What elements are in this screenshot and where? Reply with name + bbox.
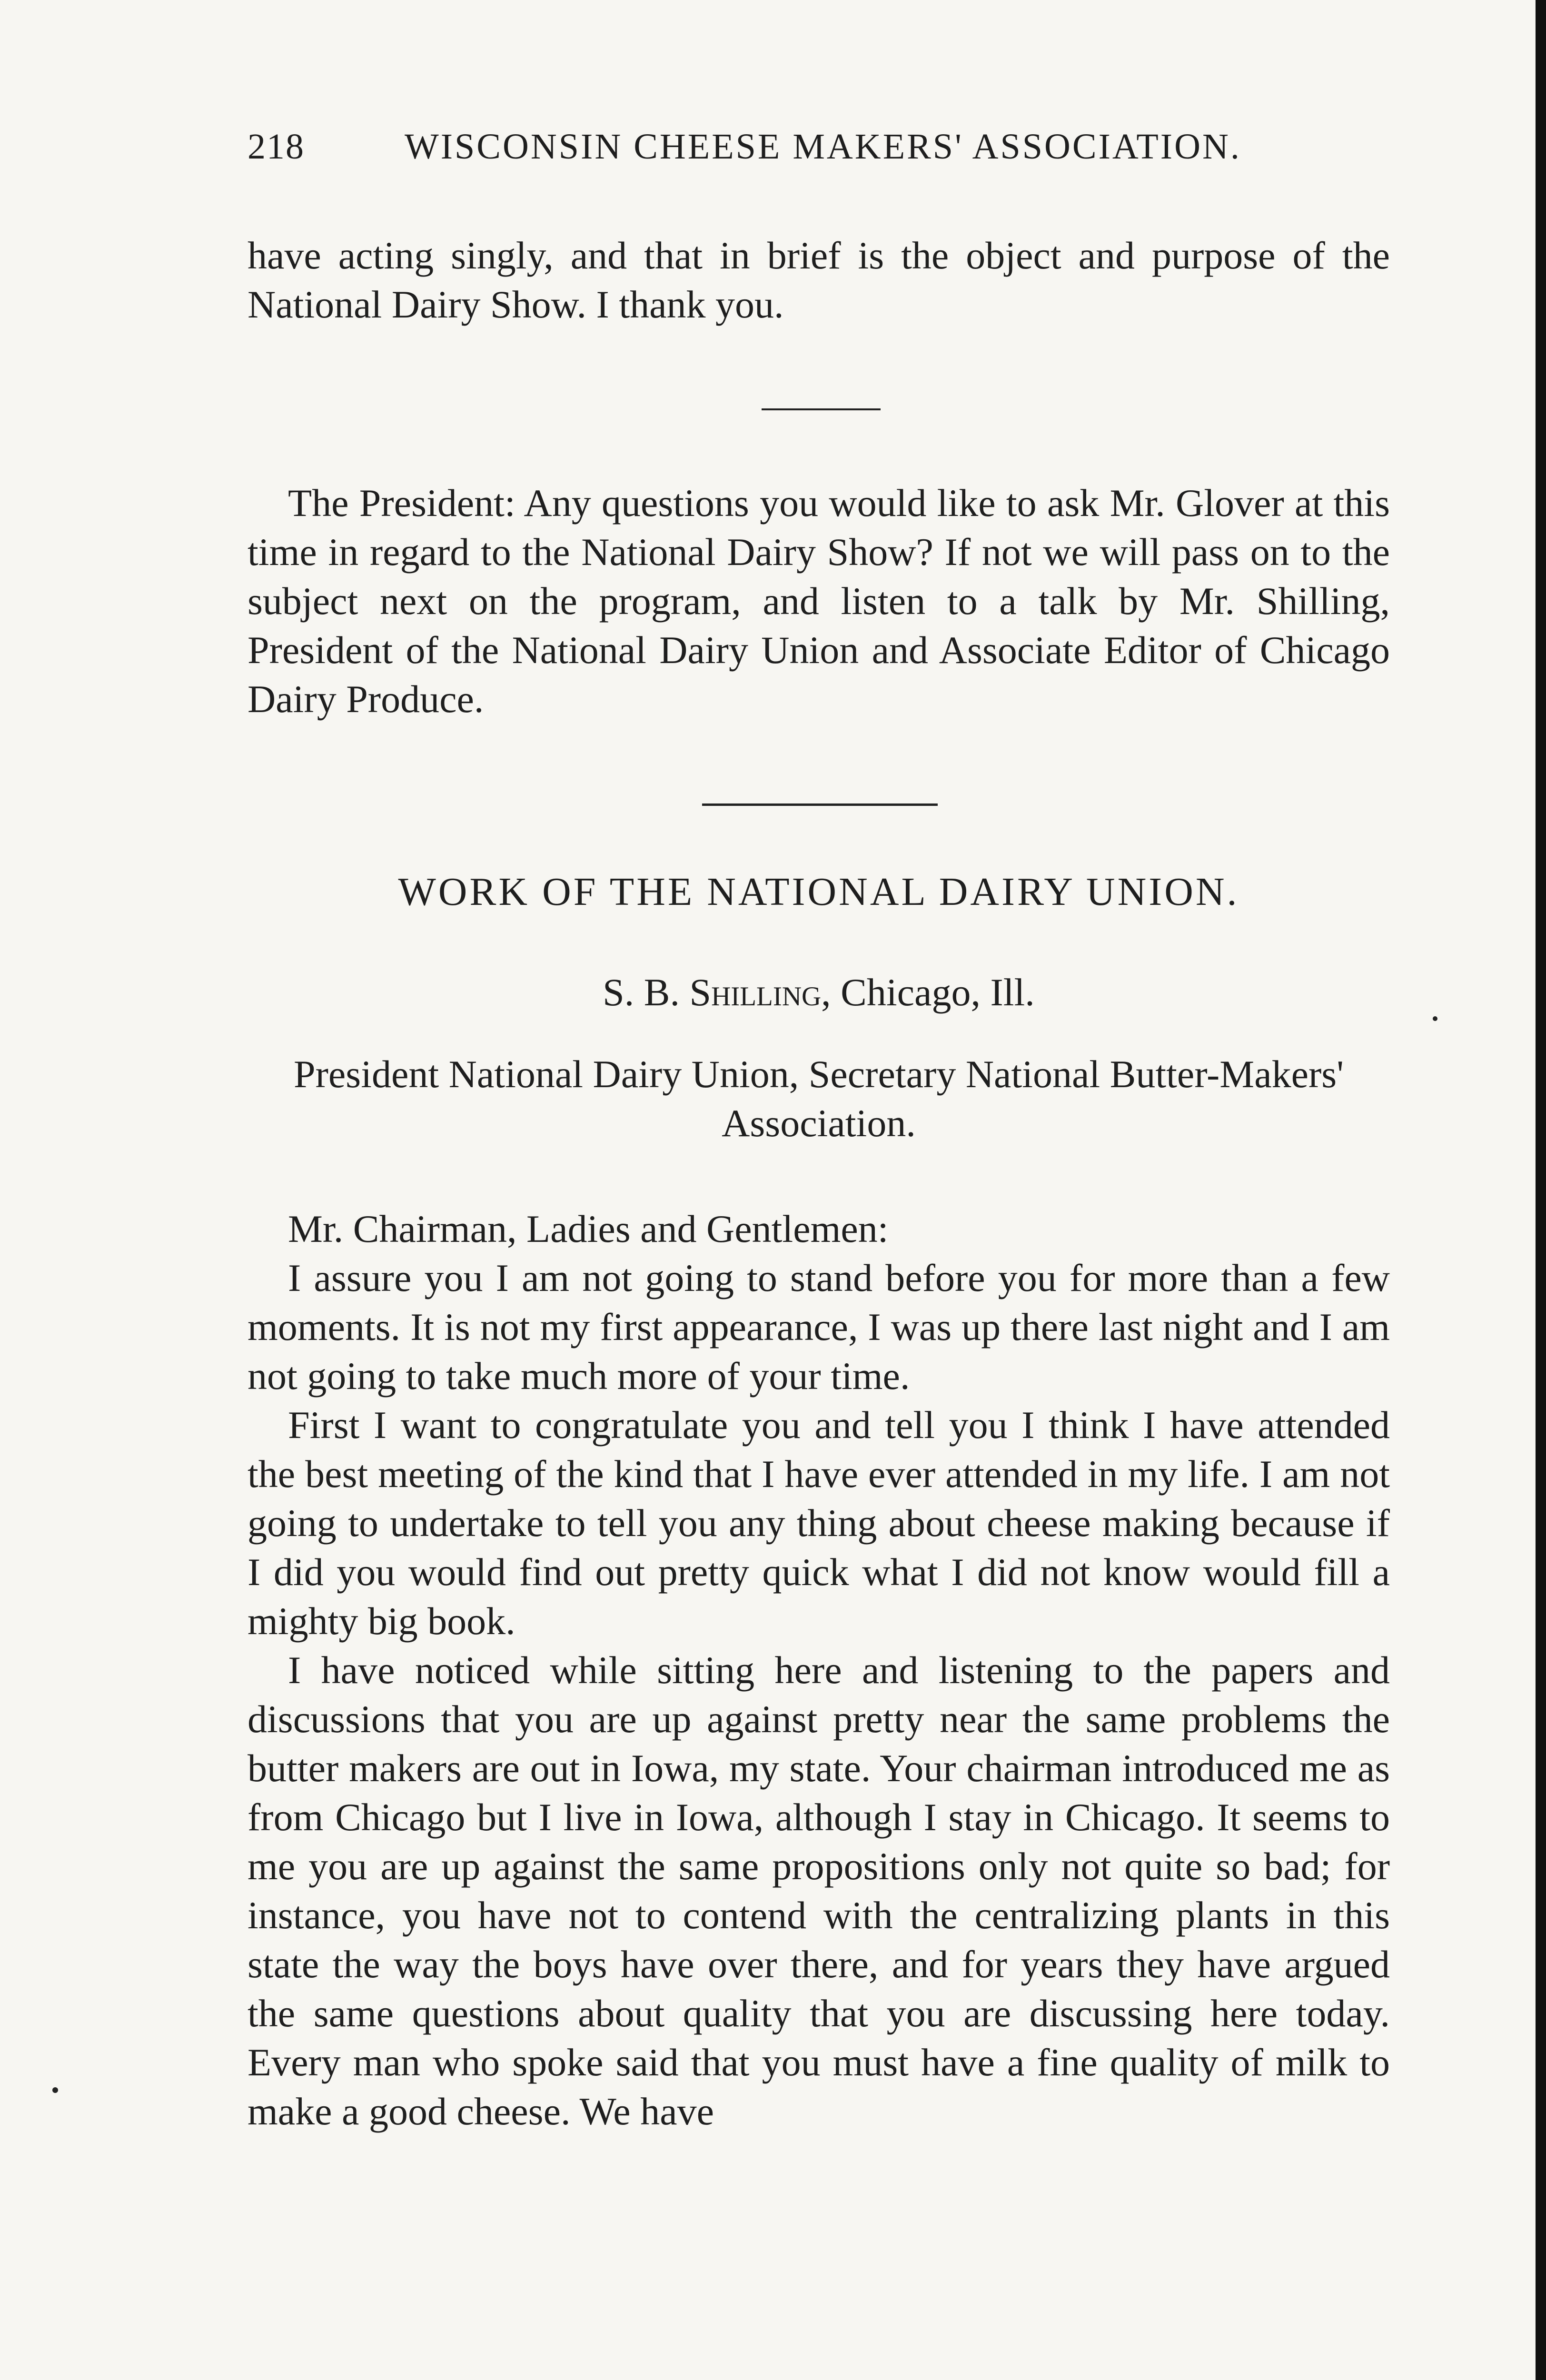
body-paragraph: First I want to congratulate you and tell you I think I have attended the best meeting of the kind that I have ever attended in my life. I am not going to undertake to tell you any thing about cheese making because if I did you would find out pretty quick what I did not know would fill a mighty big book. — [248, 1403, 1390, 1643]
scan-edge-right — [1536, 0, 1546, 2380]
body-paragraph: I have noticed while sitting here and listening to the papers and discussions that you are up against pretty near the same problems the butter makers are out in Iowa, my state. Your chairman introduced me as from Chicago but I live in Iowa, although I stay in Chicago. It seems to me you are up against the same propositions only not quite so bad; for instance, you have not to contend with the centralizing plants in this state the way the boys have over there, and for years they have argued the same questions about quality that you are discussing here today. Every man who spoke said that you must have a fine quality of milk to make a good cheese. We have — [248, 1648, 1390, 2133]
author-location: , Chicago, Ill. — [821, 971, 1035, 1014]
paragraph-president: The President: Any questions you would like to ask Mr. Glover at this time in regard to the National Dairy Show? If not we will pass on to the subject next on the program, and listen to a talk by Mr. Shilling, President of the National Dairy Union and Associate Editor of Chicago Dairy Produce. — [248, 481, 1390, 721]
author-affiliation: President National Dairy Union, Secretary National Butter-Makers' Association. — [294, 1052, 1344, 1145]
article-byline — [248, 970, 1390, 1015]
running-head: WISCONSIN CHEESE MAKERS' ASSOCIATION. — [405, 127, 1241, 167]
scan-speck — [52, 2087, 58, 2093]
short-divider — [762, 408, 881, 410]
president-remarks — [248, 478, 1390, 724]
article-title: WORK OF THE NATIONAL DAIRY UNION. — [398, 870, 1239, 914]
continued-paragraph — [248, 231, 1390, 329]
scan-speck — [1433, 1016, 1437, 1021]
author-name: S. B. Shilling — [603, 971, 822, 1014]
article-body — [248, 1204, 1390, 2136]
paragraph-continuation: have acting singly, and that in brief is the object and purpose of the National Dairy Show. I thank you. — [248, 234, 1390, 326]
salutation: Mr. Chairman, Ladies and Gentlemen: — [288, 1207, 889, 1250]
page-number: 218 — [248, 127, 305, 167]
section-divider — [702, 803, 938, 806]
page-header — [248, 126, 1390, 178]
body-paragraph: I assure you I am not going to stand before you for more than a few moments. It is not my first appearance, I was up there last night and I am not going to take much more of your time. — [248, 1256, 1390, 1398]
